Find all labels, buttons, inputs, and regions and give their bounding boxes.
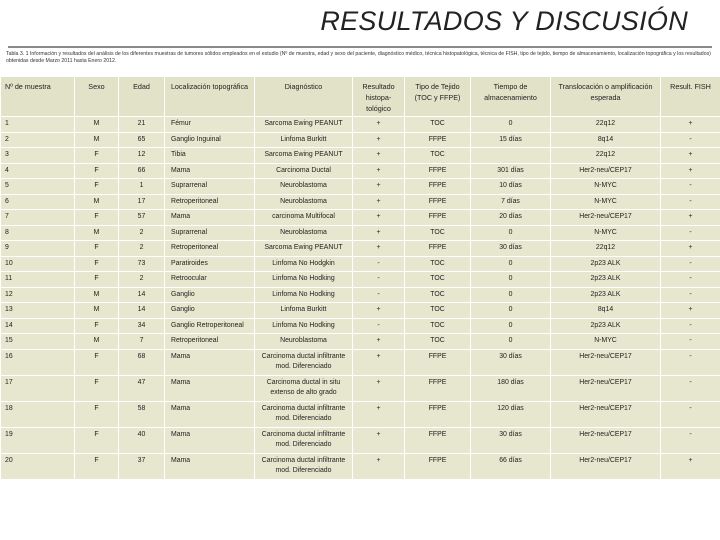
cell-numero: 19 — [1, 427, 75, 453]
cell-translocacion: N-MYC — [551, 194, 661, 210]
table-row — [1, 453, 720, 479]
cell-diagnostico: Neuroblastoma — [255, 194, 353, 210]
cell-localizacion: Retroocular — [165, 272, 255, 288]
cell-sexo: F — [75, 349, 119, 375]
cell-translocacion: N-MYC — [551, 334, 661, 350]
cell-edad: 7 — [119, 334, 165, 350]
table-header-row — [1, 77, 720, 117]
cell-tipo-tejido: FFPE — [405, 132, 471, 148]
table-row — [1, 194, 720, 210]
cell-sexo: F — [75, 272, 119, 288]
cell-translocacion: 2p23 ALK — [551, 272, 661, 288]
cell-translocacion: 8q14 — [551, 303, 661, 319]
cell-fish: - — [661, 132, 720, 148]
cell-fish: - — [661, 401, 720, 427]
cell-sexo: F — [75, 241, 119, 257]
cell-localizacion: Suprarrenal — [165, 179, 255, 195]
cell-translocacion: Her2-neu/CEP17 — [551, 375, 661, 401]
cell-fish: - — [661, 194, 720, 210]
cell-resultado-histopatologico: + — [353, 148, 405, 164]
table-row — [1, 163, 720, 179]
cell-localizacion: Mama — [165, 375, 255, 401]
cell-tiempo: 0 — [471, 303, 551, 319]
col-header-edad: Edad — [119, 77, 165, 117]
col-header-fish: Result. FISH — [661, 77, 720, 117]
cell-resultado-histopatologico: - — [353, 287, 405, 303]
cell-tiempo: 0 — [471, 272, 551, 288]
cell-translocacion: 22q12 — [551, 117, 661, 133]
cell-translocacion: N-MYC — [551, 225, 661, 241]
cell-localizacion: Ganglio Inguinal — [165, 132, 255, 148]
table-row — [1, 179, 720, 195]
cell-resultado-histopatologico: + — [353, 117, 405, 133]
cell-edad: 2 — [119, 225, 165, 241]
cell-fish: - — [661, 179, 720, 195]
cell-localizacion: Mama — [165, 401, 255, 427]
cell-translocacion: Her2-neu/CEP17 — [551, 210, 661, 226]
cell-sexo: M — [75, 287, 119, 303]
cell-edad: 73 — [119, 256, 165, 272]
col-header-localizacion: Localización topográfica — [165, 77, 255, 117]
cell-fish: - — [661, 375, 720, 401]
cell-numero: 10 — [1, 256, 75, 272]
cell-numero: 1 — [1, 117, 75, 133]
cell-diagnostico: Carcinoma ductal infiltrante mod. Diferenciado — [255, 427, 353, 453]
table-row — [1, 256, 720, 272]
table-row — [1, 334, 720, 350]
cell-resultado-histopatologico: - — [353, 272, 405, 288]
cell-numero: 2 — [1, 132, 75, 148]
cell-diagnostico: Carcinoma Ductal — [255, 163, 353, 179]
cell-localizacion: Fémur — [165, 117, 255, 133]
cell-tipo-tejido: FFPE — [405, 427, 471, 453]
cell-tiempo: 120 días — [471, 401, 551, 427]
cell-edad: 68 — [119, 349, 165, 375]
table-row — [1, 287, 720, 303]
cell-numero: 3 — [1, 148, 75, 164]
cell-tiempo: 0 — [471, 256, 551, 272]
table-row — [1, 225, 720, 241]
cell-translocacion: 2p23 ALK — [551, 318, 661, 334]
cell-resultado-histopatologico: + — [353, 210, 405, 226]
cell-fish: + — [661, 148, 720, 164]
col-header-tipo-tejido: Tipo de Tejido (TOC y FFPE) — [405, 77, 471, 117]
cell-numero: 5 — [1, 179, 75, 195]
cell-tipo-tejido: FFPE — [405, 453, 471, 479]
cell-tiempo: 10 días — [471, 179, 551, 195]
cell-translocacion: N-MYC — [551, 179, 661, 195]
col-header-resultado-histopatologico: Resultado histopa-tológico — [353, 77, 405, 117]
cell-localizacion: Paratiroides — [165, 256, 255, 272]
cell-localizacion: Ganglio — [165, 303, 255, 319]
cell-fish: + — [661, 210, 720, 226]
cell-diagnostico: Linfoma No Hodking — [255, 287, 353, 303]
cell-sexo: M — [75, 334, 119, 350]
col-header-diagnostico: Diagnóstico — [255, 77, 353, 117]
cell-numero: 12 — [1, 287, 75, 303]
table-row — [1, 375, 720, 401]
cell-fish: - — [661, 225, 720, 241]
cell-tiempo: 30 días — [471, 241, 551, 257]
cell-localizacion: Ganglio Retroperitoneal — [165, 318, 255, 334]
col-header-numero: Nº de muestra — [1, 77, 75, 117]
cell-tiempo: 0 — [471, 117, 551, 133]
cell-fish: - — [661, 256, 720, 272]
cell-resultado-histopatologico: + — [353, 132, 405, 148]
table-row — [1, 241, 720, 257]
cell-localizacion: Retroperitoneal — [165, 194, 255, 210]
cell-edad: 17 — [119, 194, 165, 210]
cell-tiempo: 15 días — [471, 132, 551, 148]
cell-resultado-histopatologico: + — [353, 349, 405, 375]
cell-fish: + — [661, 303, 720, 319]
cell-resultado-histopatologico: + — [353, 401, 405, 427]
cell-numero: 18 — [1, 401, 75, 427]
cell-resultado-histopatologico: - — [353, 318, 405, 334]
table-row — [1, 427, 720, 453]
cell-localizacion: Retroperitoneal — [165, 241, 255, 257]
cell-resultado-histopatologico: + — [353, 375, 405, 401]
cell-fish: - — [661, 349, 720, 375]
cell-fish: + — [661, 117, 720, 133]
cell-numero: 11 — [1, 272, 75, 288]
cell-diagnostico: Linfoma No Hodking — [255, 318, 353, 334]
cell-tipo-tejido: TOC — [405, 272, 471, 288]
cell-diagnostico: Neuroblastoma — [255, 334, 353, 350]
table-row — [1, 318, 720, 334]
col-header-translocacion: Translocación o amplificación esperada — [551, 77, 661, 117]
cell-tipo-tejido: TOC — [405, 287, 471, 303]
cell-tiempo: 180 días — [471, 375, 551, 401]
cell-resultado-histopatologico: + — [353, 427, 405, 453]
cell-diagnostico: Neuroblastoma — [255, 179, 353, 195]
cell-sexo: M — [75, 194, 119, 210]
cell-sexo: F — [75, 401, 119, 427]
cell-sexo: F — [75, 318, 119, 334]
cell-sexo: F — [75, 163, 119, 179]
cell-diagnostico: Sarcoma Ewing PEANUT — [255, 148, 353, 164]
cell-sexo: F — [75, 375, 119, 401]
cell-diagnostico: Carcinoma ductal infiltrante mod. Diferenciado — [255, 453, 353, 479]
cell-edad: 66 — [119, 163, 165, 179]
cell-resultado-histopatologico: + — [353, 194, 405, 210]
slide-title: RESULTADOS Y DISCUSIÓN — [320, 6, 688, 36]
cell-tipo-tejido: TOC — [405, 334, 471, 350]
cell-diagnostico: Linfoma No Hodking — [255, 272, 353, 288]
col-header-tiempo: Tiempo de almacenamiento — [471, 77, 551, 117]
col-header-sexo: Sexo — [75, 77, 119, 117]
cell-sexo: F — [75, 210, 119, 226]
table-body — [1, 117, 720, 480]
cell-sexo: M — [75, 117, 119, 133]
table-row — [1, 303, 720, 319]
cell-edad: 57 — [119, 210, 165, 226]
cell-translocacion: 2p23 ALK — [551, 256, 661, 272]
cell-sexo: F — [75, 148, 119, 164]
cell-tipo-tejido: FFPE — [405, 194, 471, 210]
table-row — [1, 349, 720, 375]
cell-resultado-histopatologico: - — [353, 256, 405, 272]
cell-translocacion: 8q14 — [551, 132, 661, 148]
cell-tipo-tejido: FFPE — [405, 241, 471, 257]
cell-tiempo: 7 días — [471, 194, 551, 210]
cell-numero: 15 — [1, 334, 75, 350]
cell-fish: - — [661, 272, 720, 288]
cell-localizacion: Mama — [165, 349, 255, 375]
cell-tipo-tejido: TOC — [405, 148, 471, 164]
cell-numero: 17 — [1, 375, 75, 401]
cell-resultado-histopatologico: + — [353, 225, 405, 241]
results-table — [0, 76, 720, 480]
cell-translocacion: Her2-neu/CEP17 — [551, 401, 661, 427]
cell-translocacion: 22q12 — [551, 241, 661, 257]
cell-numero: 16 — [1, 349, 75, 375]
cell-edad: 47 — [119, 375, 165, 401]
cell-edad: 1 — [119, 179, 165, 195]
results-table-container — [0, 76, 720, 540]
cell-diagnostico: Carcinoma ductal in situ extenso de alto grado — [255, 375, 353, 401]
cell-fish: - — [661, 287, 720, 303]
cell-tipo-tejido: FFPE — [405, 179, 471, 195]
cell-tipo-tejido: FFPE — [405, 375, 471, 401]
cell-diagnostico: Linfoma Burkitt — [255, 132, 353, 148]
cell-resultado-histopatologico: + — [353, 334, 405, 350]
cell-resultado-histopatologico: + — [353, 453, 405, 479]
cell-numero: 6 — [1, 194, 75, 210]
cell-tipo-tejido: TOC — [405, 256, 471, 272]
cell-localizacion: Ganglio — [165, 287, 255, 303]
cell-numero: 13 — [1, 303, 75, 319]
cell-translocacion: Her2-neu/CEP17 — [551, 453, 661, 479]
cell-edad: 40 — [119, 427, 165, 453]
cell-tiempo: 30 días — [471, 427, 551, 453]
cell-fish: - — [661, 318, 720, 334]
cell-fish: + — [661, 241, 720, 257]
cell-edad: 21 — [119, 117, 165, 133]
cell-tiempo: 20 días — [471, 210, 551, 226]
cell-tiempo: 30 días — [471, 349, 551, 375]
cell-resultado-histopatologico: + — [353, 179, 405, 195]
cell-diagnostico: carcinoma Multifocal — [255, 210, 353, 226]
cell-localizacion: Mama — [165, 453, 255, 479]
cell-edad: 34 — [119, 318, 165, 334]
cell-edad: 65 — [119, 132, 165, 148]
cell-sexo: M — [75, 303, 119, 319]
cell-localizacion: Tibia — [165, 148, 255, 164]
cell-tiempo: 66 días — [471, 453, 551, 479]
table-row — [1, 117, 720, 133]
cell-edad: 14 — [119, 287, 165, 303]
cell-fish: - — [661, 427, 720, 453]
cell-sexo: F — [75, 453, 119, 479]
cell-translocacion: 22q12 — [551, 148, 661, 164]
table-row — [1, 210, 720, 226]
cell-sexo: F — [75, 427, 119, 453]
table-row — [1, 132, 720, 148]
cell-fish: + — [661, 453, 720, 479]
cell-tipo-tejido: TOC — [405, 303, 471, 319]
cell-resultado-histopatologico: + — [353, 303, 405, 319]
cell-tiempo: 0 — [471, 225, 551, 241]
cell-localizacion: Mama — [165, 210, 255, 226]
table-row — [1, 272, 720, 288]
cell-sexo: F — [75, 179, 119, 195]
cell-translocacion: 2p23 ALK — [551, 287, 661, 303]
cell-sexo: M — [75, 225, 119, 241]
cell-tipo-tejido: TOC — [405, 318, 471, 334]
cell-numero: 8 — [1, 225, 75, 241]
cell-tipo-tejido: FFPE — [405, 210, 471, 226]
cell-tiempo: 0 — [471, 318, 551, 334]
table-row — [1, 401, 720, 427]
cell-edad: 12 — [119, 148, 165, 164]
cell-edad: 58 — [119, 401, 165, 427]
cell-edad: 14 — [119, 303, 165, 319]
cell-diagnostico: Sarcoma Ewing PEANUT — [255, 117, 353, 133]
cell-diagnostico: Sarcoma Ewing PEANUT — [255, 241, 353, 257]
table-row — [1, 148, 720, 164]
table-caption: Tabla 3. 1 Información y resultados del análisis de los diferentes muestras de tumores sólidos empleados en el estudio (Nº de muestra, edad y sexo del paciente, diagnóstico médico, técnica histopatológica, técnica de FISH, tipo de tejido, tiempo de almacenamiento, localización topográfica y los resultados) obtenidas desde Marzo 2011 hasta Enero 2012. — [6, 51, 711, 65]
cell-numero: 9 — [1, 241, 75, 257]
cell-translocacion: Her2-neu/CEP17 — [551, 163, 661, 179]
cell-tiempo — [471, 148, 551, 164]
cell-sexo: F — [75, 256, 119, 272]
cell-localizacion: Suprarrenal — [165, 225, 255, 241]
cell-tiempo: 0 — [471, 287, 551, 303]
cell-numero: 7 — [1, 210, 75, 226]
cell-resultado-histopatologico: + — [353, 163, 405, 179]
cell-edad: 2 — [119, 272, 165, 288]
cell-tiempo: 301 días — [471, 163, 551, 179]
cell-tipo-tejido: TOC — [405, 117, 471, 133]
cell-tipo-tejido: FFPE — [405, 163, 471, 179]
title-divider — [8, 46, 712, 48]
cell-localizacion: Mama — [165, 427, 255, 453]
cell-diagnostico: Carcinoma ductal infiltrante mod. Diferenciado — [255, 349, 353, 375]
cell-tiempo: 0 — [471, 334, 551, 350]
cell-numero: 20 — [1, 453, 75, 479]
cell-diagnostico: Carcinoma ductal infiltrante mod. Diferenciado — [255, 401, 353, 427]
cell-translocacion: Her2-neu/CEP17 — [551, 427, 661, 453]
cell-edad: 37 — [119, 453, 165, 479]
cell-sexo: M — [75, 132, 119, 148]
cell-diagnostico: Linfoma Burkitt — [255, 303, 353, 319]
cell-resultado-histopatologico: + — [353, 241, 405, 257]
cell-diagnostico: Neuroblastoma — [255, 225, 353, 241]
cell-tipo-tejido: FFPE — [405, 401, 471, 427]
cell-numero: 14 — [1, 318, 75, 334]
cell-fish: + — [661, 163, 720, 179]
cell-edad: 2 — [119, 241, 165, 257]
cell-numero: 4 — [1, 163, 75, 179]
cell-fish: - — [661, 334, 720, 350]
cell-tipo-tejido: FFPE — [405, 349, 471, 375]
cell-translocacion: Her2-neu/CEP17 — [551, 349, 661, 375]
cell-tipo-tejido: TOC — [405, 225, 471, 241]
cell-diagnostico: Linfoma No Hodgkin — [255, 256, 353, 272]
cell-localizacion: Mama — [165, 163, 255, 179]
cell-localizacion: Retroperitoneal — [165, 334, 255, 350]
